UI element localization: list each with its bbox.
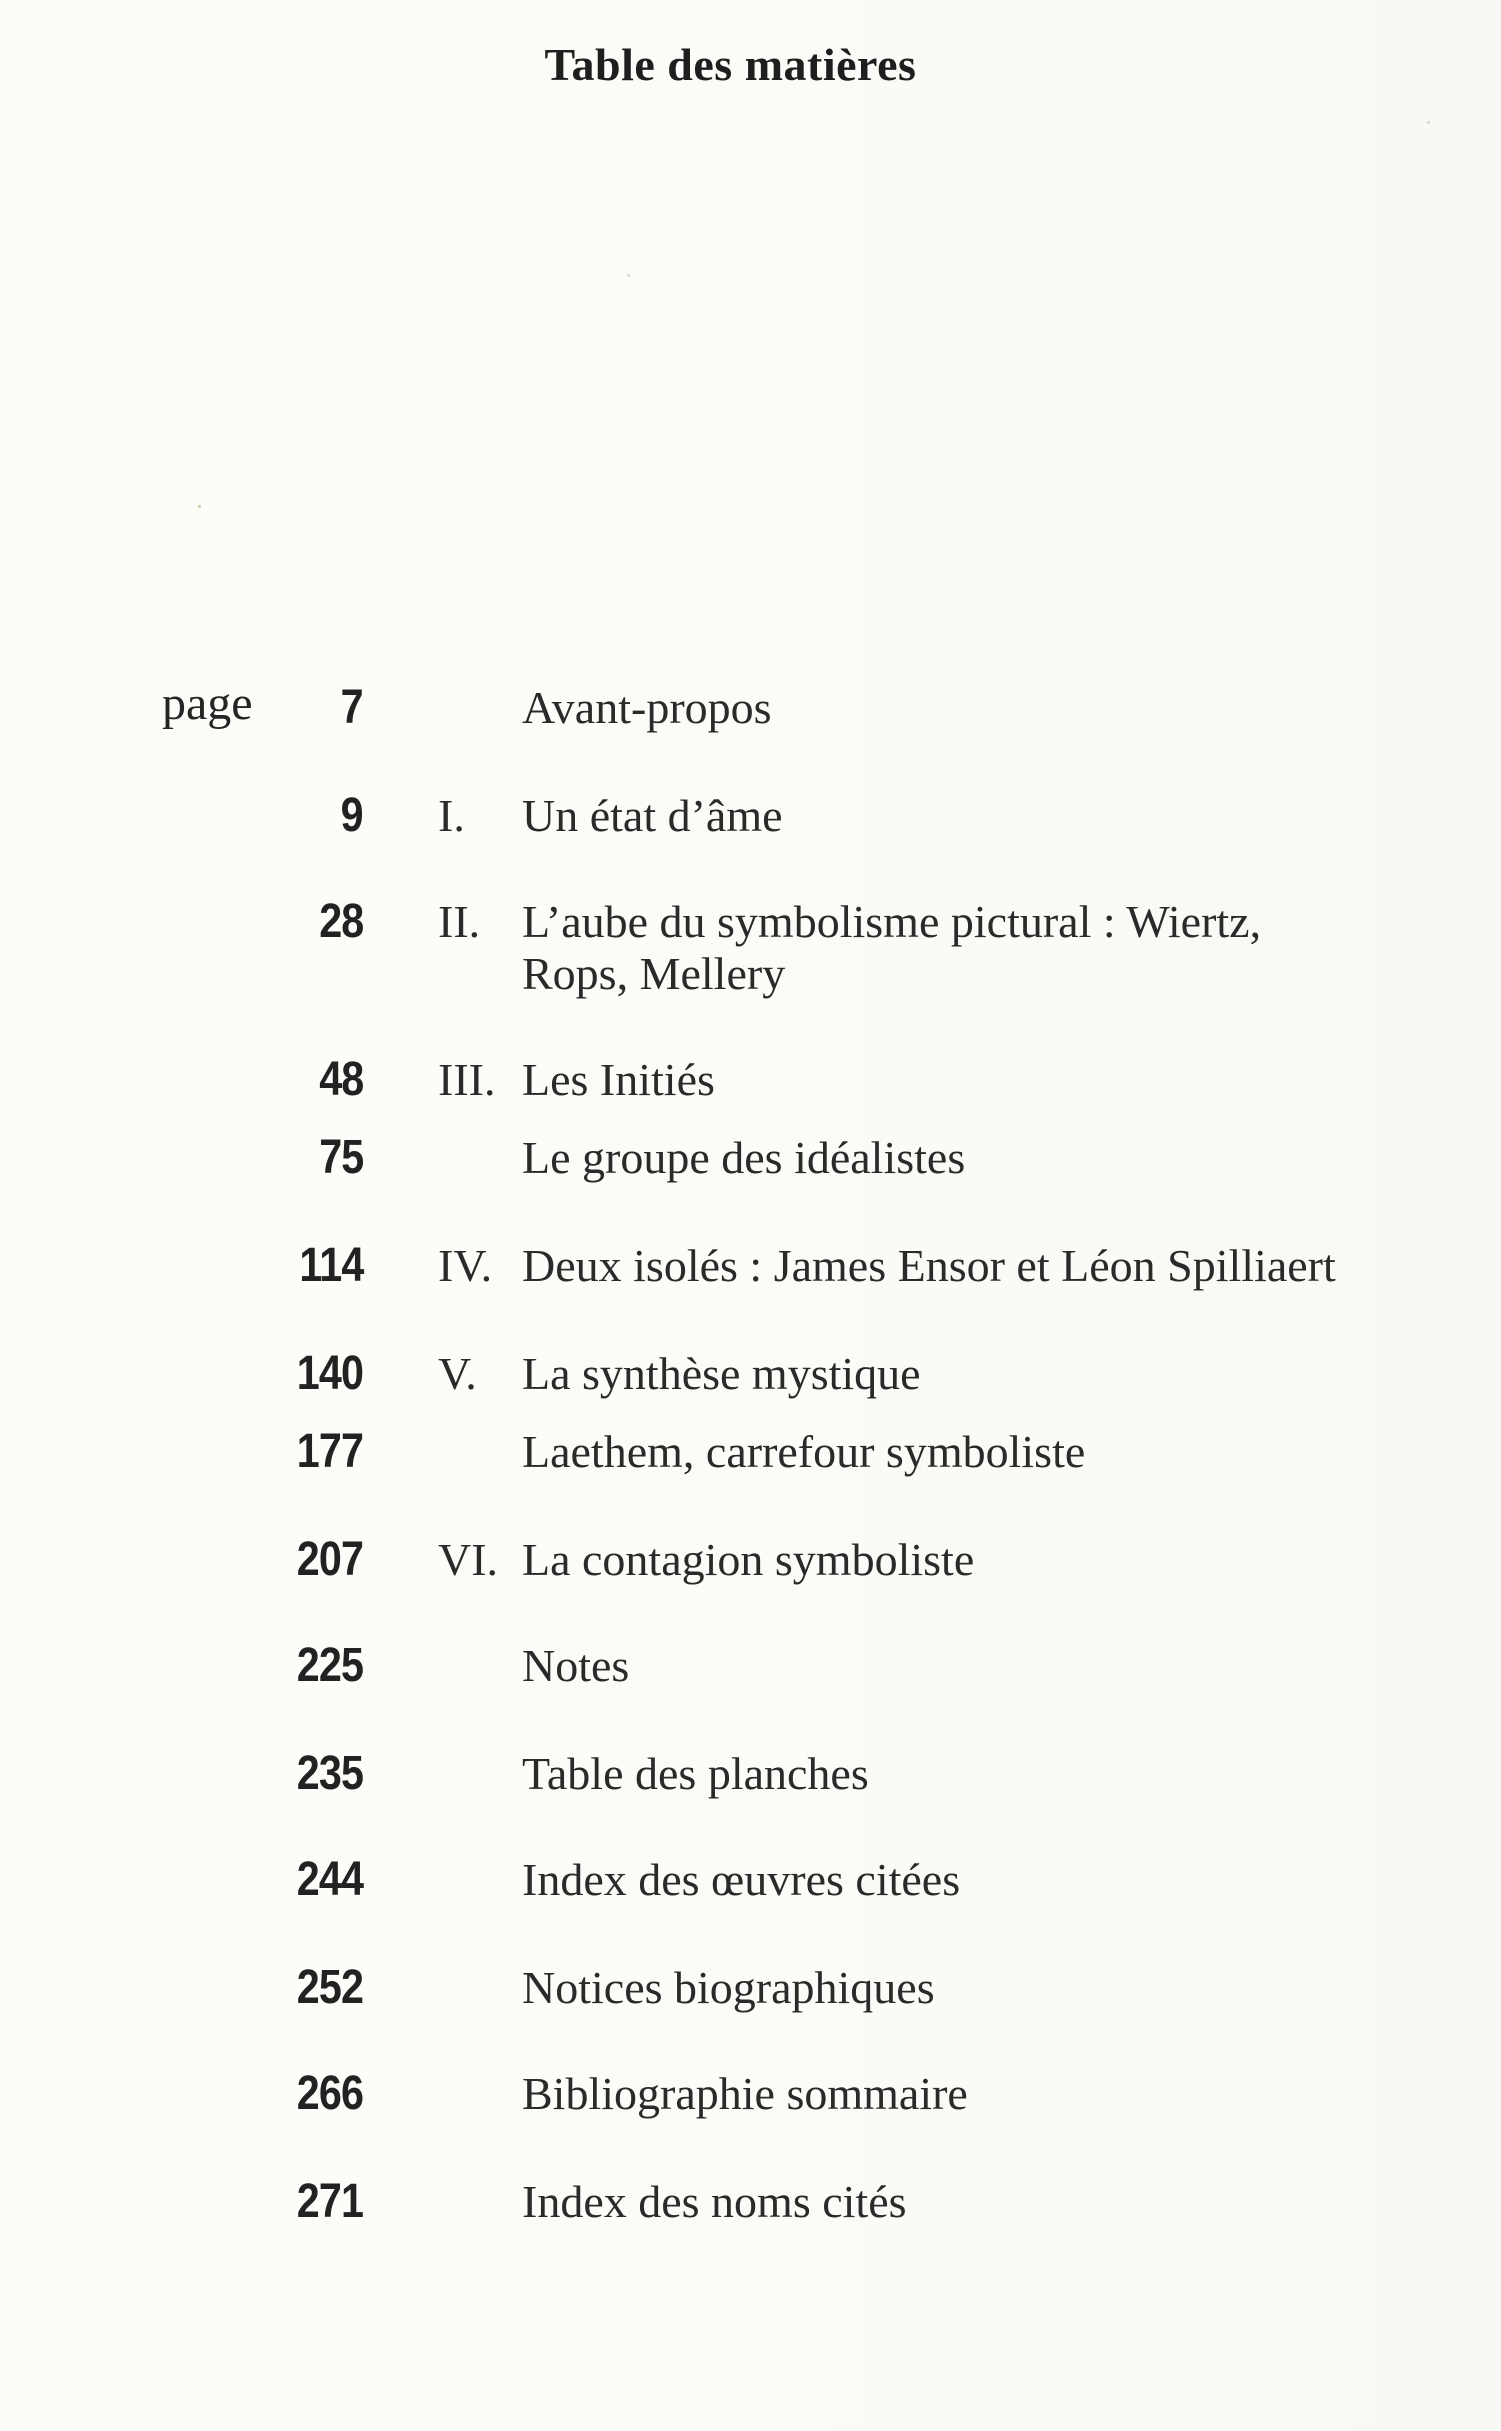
toc-entry-label: Un état d’âme bbox=[522, 790, 783, 841]
toc-entry-label: Notes bbox=[522, 1640, 630, 1691]
toc-page-number: 7 bbox=[340, 681, 363, 734]
toc-entry-table-des-planches bbox=[0, 1744, 1501, 1804]
toc-entry-label: L’aube du symbolisme pictural : Wiertz, Rops, Mellery bbox=[522, 896, 1262, 999]
toc-entry-label: La synthèse mystique bbox=[522, 1348, 921, 1399]
toc-entry-index-oeuvres bbox=[0, 1850, 1501, 1910]
toc-page-number: 75 bbox=[318, 1131, 363, 1184]
toc-entry-label: Laethem, carrefour symboliste bbox=[522, 1426, 1086, 1477]
toc-page-number: 271 bbox=[296, 2175, 363, 2228]
toc-entry-label: Avant-propos bbox=[522, 682, 772, 733]
paper-speck bbox=[198, 505, 201, 508]
paper-speck bbox=[1427, 121, 1430, 124]
toc-entry-laethem bbox=[0, 1422, 1501, 1482]
toc-entry-label: Bibliographie sommaire bbox=[522, 2068, 968, 2119]
toc-chapter-numeral: III. bbox=[438, 1054, 496, 1105]
toc-page-number: 114 bbox=[298, 1239, 363, 1292]
toc-chapter-numeral: IV. bbox=[438, 1240, 493, 1291]
toc-chapter-numeral: V. bbox=[438, 1348, 477, 1399]
toc-entry-label: Les Initiés bbox=[522, 1054, 715, 1105]
toc-page-number: 207 bbox=[296, 1533, 363, 1586]
toc-chapter-numeral: II. bbox=[438, 896, 481, 947]
toc-entry-label: Index des œuvres citées bbox=[522, 1854, 961, 1905]
page-title: Table des matières bbox=[544, 39, 917, 90]
toc-chapter-numeral: VI. bbox=[438, 1534, 499, 1585]
toc-entry-chapter-6 bbox=[0, 1530, 1501, 1590]
toc-entry-chapter-2 bbox=[0, 892, 1501, 1012]
toc-page-number: 140 bbox=[296, 1347, 363, 1400]
paper-speck bbox=[627, 274, 630, 277]
toc-page-number: 235 bbox=[296, 1747, 363, 1800]
toc-page-number: 225 bbox=[296, 1639, 363, 1692]
toc-entry-chapter-5 bbox=[0, 1344, 1501, 1404]
toc-entry-label: Deux isolés : James Ensor et Léon Spilliaert bbox=[522, 1240, 1336, 1291]
toc-entry-label: Notices biographiques bbox=[522, 1962, 935, 2013]
toc-entry-chapter-3 bbox=[0, 1050, 1501, 1110]
toc-entry-label: Index des noms cités bbox=[522, 2176, 907, 2227]
toc-page-number: 244 bbox=[296, 1853, 363, 1906]
toc-entry-avant-propos bbox=[0, 678, 1501, 738]
toc-entry-label: Le groupe des idéalistes bbox=[522, 1132, 966, 1183]
toc-entry-chapter-1 bbox=[0, 786, 1501, 846]
toc-page-number: 266 bbox=[296, 2067, 363, 2120]
toc-page-number: 9 bbox=[340, 789, 363, 842]
toc-entry-label: La contagion symboliste bbox=[522, 1534, 975, 1585]
toc-entry-chapter-4 bbox=[0, 1236, 1501, 1296]
toc-entry-idealistes bbox=[0, 1128, 1501, 1188]
toc-page-number: 28 bbox=[318, 895, 363, 948]
toc-entry-label: Table des planches bbox=[522, 1748, 869, 1799]
toc-chapter-numeral: I. bbox=[438, 790, 465, 841]
toc-entry-index-noms bbox=[0, 2172, 1501, 2232]
toc-page-number: 252 bbox=[296, 1961, 363, 2014]
toc-entry-notes bbox=[0, 1636, 1501, 1696]
toc-entry-bibliographie bbox=[0, 2064, 1501, 2124]
toc-page-number: 177 bbox=[296, 1425, 363, 1478]
toc-page-number: 48 bbox=[318, 1053, 363, 1106]
page-word-label: page bbox=[162, 677, 253, 730]
toc-entry-notices bbox=[0, 1958, 1501, 2018]
